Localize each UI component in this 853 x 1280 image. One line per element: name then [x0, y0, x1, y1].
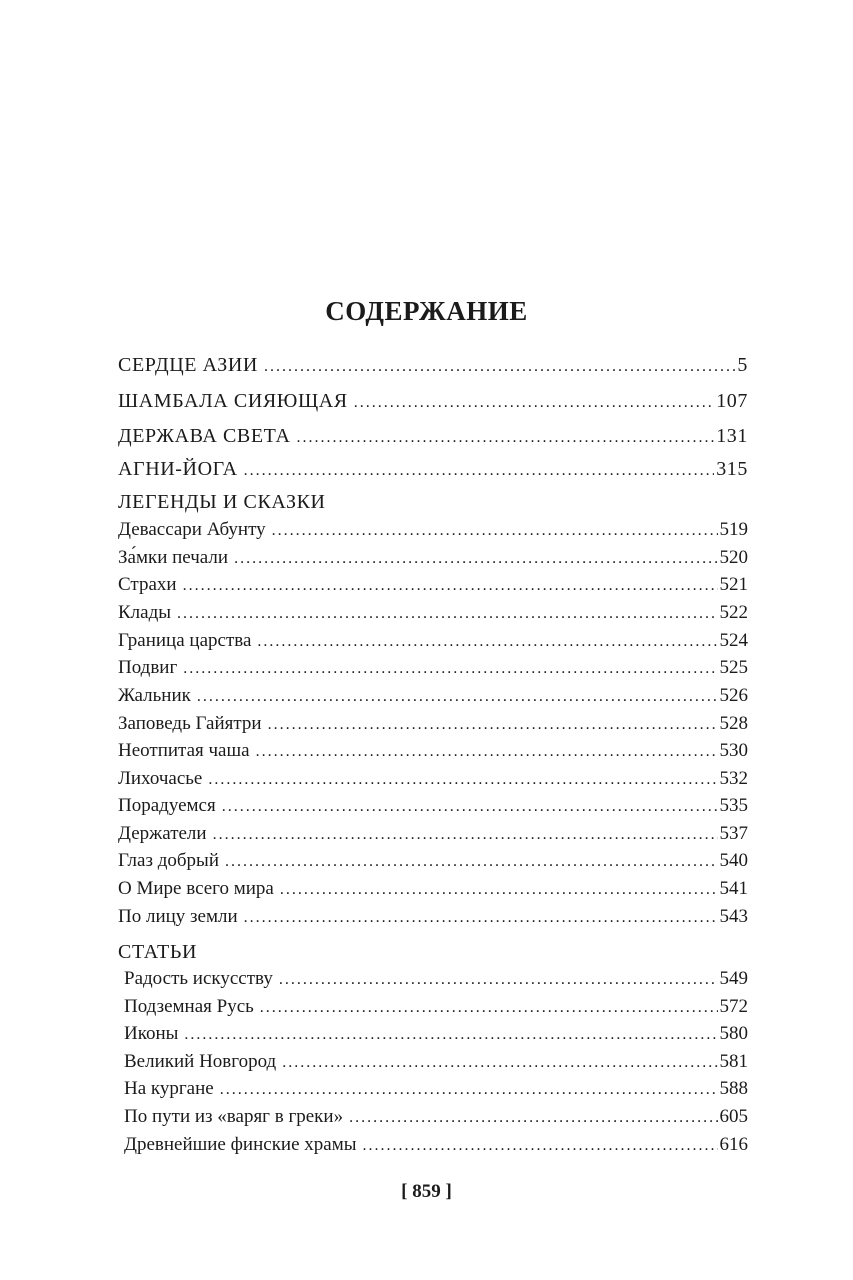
toc-leader-dots: [264, 354, 735, 378]
toc-entry: [118, 821, 748, 847]
toc-entry-page: 5: [737, 354, 748, 376]
toc-entry-page: 541: [719, 878, 748, 899]
toc-entry: [124, 1021, 748, 1047]
toc-entry: [118, 738, 748, 764]
toc-entry: [118, 793, 748, 819]
toc-section-title: СТАТЬИ: [118, 941, 197, 963]
toc-entry: [118, 711, 748, 737]
toc-entry-page: 532: [719, 768, 748, 789]
toc-leader-dots: [297, 425, 715, 449]
toc-entry-title: ДЕРЖАВА СВЕТА: [118, 425, 291, 447]
toc-leader-dots: [213, 822, 718, 847]
toc-entry: [124, 966, 748, 992]
toc-entry-page: 537: [719, 823, 748, 844]
toc-entry-title: Неотпитая чаша: [118, 740, 250, 761]
toc-entry-title: Держатели: [118, 823, 207, 844]
toc-entry-title: Клады: [118, 602, 172, 623]
toc-entry-page: 580: [719, 1023, 748, 1044]
toc-leader-dots: [282, 1050, 717, 1075]
toc-entry: [118, 572, 748, 598]
toc-entry: [118, 388, 748, 414]
toc-entry-title: АГНИ-ЙОГА: [118, 458, 238, 480]
toc-leader-dots: [354, 390, 714, 414]
toc-entry-page: 107: [716, 390, 748, 412]
toc-leader-dots: [183, 656, 717, 681]
page-title: СОДЕРЖАНИЕ: [325, 296, 528, 326]
toc-entry: [118, 683, 748, 709]
toc-entry-page: 530: [719, 740, 748, 761]
toc-entry-page: 315: [716, 458, 748, 480]
toc-leader-dots: [244, 905, 718, 930]
toc-section-heading: [118, 939, 748, 965]
toc-entry-title: Иконы: [124, 1023, 179, 1044]
toc-entry-title: Великий Новгород: [124, 1051, 277, 1072]
toc-leader-dots: [280, 877, 718, 902]
toc-entry-title: Девассари Абунту: [118, 519, 266, 540]
toc-entry-title: СЕРДЦЕ АЗИИ: [118, 354, 258, 376]
toc-section-title: ЛЕГЕНДЫ И СКАЗКИ: [118, 491, 326, 513]
toc-leader-dots: [208, 767, 717, 792]
toc-leader-dots: [349, 1105, 717, 1130]
toc-leader-dots: [197, 684, 718, 709]
toc-entry: [118, 517, 748, 543]
toc-entry-page: 543: [719, 906, 748, 927]
toc-leader-dots: [272, 518, 718, 543]
toc-entry-title: Подземная Русь: [124, 996, 254, 1017]
toc-entry: [118, 848, 748, 874]
toc-entry-title: Лихочасье: [118, 768, 203, 789]
toc-leader-dots: [256, 739, 718, 764]
toc-entry: [124, 1132, 748, 1158]
toc-entry-title: За́мки печали: [118, 547, 229, 568]
toc-leader-dots: [244, 458, 715, 482]
toc-leader-dots: [279, 967, 718, 992]
toc-entry-title: Страхи: [118, 574, 177, 595]
toc-entry: [118, 628, 748, 654]
toc-entry-title: Глаз добрый: [118, 850, 219, 871]
toc-entry-page: 525: [719, 657, 748, 678]
toc-section-heading: [118, 489, 748, 515]
toc-entry-title: О Мире всего мира: [118, 878, 274, 899]
toc-entry-title: На кургане: [124, 1078, 214, 1099]
toc-entry-title: Заповедь Гайятри: [118, 713, 262, 734]
toc-entry-page: 131: [716, 425, 748, 447]
toc-entry-page: 524: [719, 630, 748, 651]
toc-entry-title: Жальник: [118, 685, 191, 706]
toc-leader-dots: [222, 794, 718, 819]
toc-entry-page: 581: [719, 1051, 748, 1072]
toc-entry: [124, 1076, 748, 1102]
toc-entry-title: ШАМБАЛА СИЯЮЩАЯ: [118, 390, 348, 412]
toc-entry: [124, 1049, 748, 1075]
toc-entry-title: Подвиг: [118, 657, 178, 678]
toc-entry-page: 616: [719, 1134, 748, 1155]
toc-entry-page: 588: [719, 1078, 748, 1099]
toc-entry-page: 535: [719, 795, 748, 816]
toc-entry: [118, 352, 748, 378]
toc-entry: [118, 655, 748, 681]
toc-entry-page: 528: [719, 713, 748, 734]
page-number-footer: [ 859 ]: [401, 1181, 452, 1202]
toc-leader-dots: [257, 629, 717, 654]
toc-entry-page: 549: [719, 968, 748, 989]
toc-leader-dots: [183, 573, 718, 598]
toc-entry-page: 526: [719, 685, 748, 706]
toc-entry: [118, 423, 748, 449]
toc-entry-title: По лицу земли: [118, 906, 238, 927]
toc-entry-page: 519: [719, 519, 748, 540]
toc-entry-title: Граница царства: [118, 630, 252, 651]
toc-entry-page: 521: [719, 574, 748, 595]
toc-entry-title: Радость искусству: [124, 968, 273, 989]
toc-entry: [118, 766, 748, 792]
toc-leader-dots: [260, 995, 718, 1020]
toc-leader-dots: [177, 601, 717, 626]
toc-entry-page: 605: [719, 1106, 748, 1127]
toc-entry: [118, 456, 748, 482]
toc-leader-dots: [234, 546, 717, 571]
toc-entry: [118, 545, 748, 571]
toc-entry: [118, 876, 748, 902]
toc-entry-title: Древнейшие финские храмы: [124, 1134, 357, 1155]
toc-entry: [124, 994, 748, 1020]
toc-leader-dots: [363, 1133, 718, 1158]
toc-leader-dots: [225, 849, 718, 874]
toc-entry-page: 522: [719, 602, 748, 623]
toc-entry-page: 540: [719, 850, 748, 871]
toc-leader-dots: [220, 1077, 718, 1102]
toc-entry: [124, 1104, 748, 1130]
toc-entry-page: 520: [719, 547, 748, 568]
toc-entry: [118, 904, 748, 930]
toc-entry: [118, 600, 748, 626]
toc-leader-dots: [184, 1022, 717, 1047]
toc-entry-page: 572: [719, 996, 748, 1017]
toc-entry-title: Порадуемся: [118, 795, 216, 816]
toc-entry-title: По пути из «варяг в греки»: [124, 1106, 344, 1127]
toc-leader-dots: [268, 712, 718, 737]
